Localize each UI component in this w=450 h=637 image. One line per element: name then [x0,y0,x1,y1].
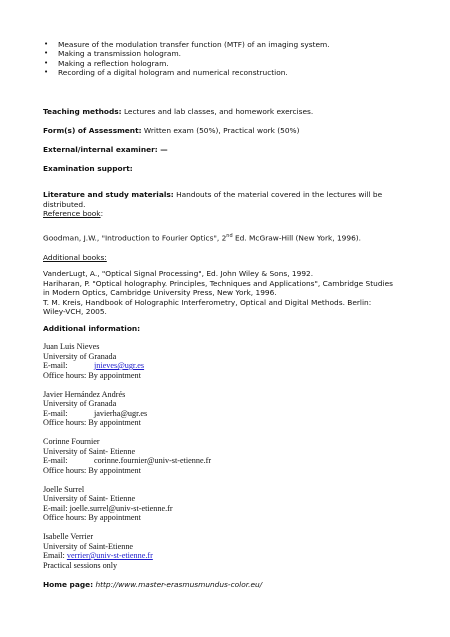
contact-email-row [43,456,211,465]
contact-email-row [43,361,144,370]
teaching-methods-label: Teaching methods: [43,107,122,116]
contact-university: University of Granada [43,399,117,408]
lab-activities-list [43,40,330,78]
list-item: • Making a reflection hologram. [43,59,330,68]
assessment-value: Written exam (50%), Practical work (50%) [141,126,300,135]
contact-office-hours: Office hours: By appointment [43,418,141,427]
literature-value: Handouts of the material covered in the lectures will be [173,190,383,199]
list-item: • Recording of a digital hologram and numerical reconstruction. [43,68,330,77]
reference-book-heading [43,209,103,218]
contact-name: Isabelle Verrier [43,532,94,541]
goodman-superscript: nd [226,233,233,239]
contact-name: Javier Hernández Andrés [43,390,126,399]
additional-books-label: Additional books: [43,253,107,262]
contact-name: Corinne Fournier [43,437,100,446]
goodman-text-end: Ed. McGraw-Hill (New York, 1996). [232,233,362,243]
examination-support-label: Examination support: [43,164,133,173]
contact-office-hours: Office hours: By appointment [43,466,141,475]
book-kreis: T. M. Kreis, Handbook of Holographic Interferometry, Optical and Digital Methods. Berlin: [43,298,372,307]
contact-name: Juan Luis Nieves [43,342,100,351]
contact-note: Practical sessions only [43,561,118,570]
teaching-methods-value: Lectures and lab classes, and homework exercises. [121,107,314,116]
literature-section [43,190,382,199]
home-page-label: Home page: [43,580,94,589]
contact-email-line: E-mail: joelle.surrel@univ-st-etienne.fr [43,504,173,513]
literature-value-continued: distributed. [43,200,86,209]
list-item: • Making a transmission hologram. [43,49,330,58]
contact-email-row [43,409,147,418]
reference-book-label: Reference book [43,209,101,218]
email-label: E-mail: [43,409,68,418]
email-label: E-mail: [43,456,68,465]
email-text: javierha@ugr.es [94,409,148,418]
assessment-label: Form(s) of Assessment: [43,126,142,135]
contact-university: University of Saint-Etienne [43,542,134,551]
email-label: E-mail: [43,361,68,370]
book-kreis-continued: Wiley-VCH, 2005. [43,307,107,316]
contact-name: Joelle Surrel [43,485,85,494]
goodman-text: Goodman, J.W., "Introduction to Fourier Optics", 2 [43,233,227,243]
book-vanderlugt: VanderLugt, A., "Optical Signal Processing", Ed. John Wiley & Sons, 1992. [43,269,314,278]
contact-email-row [43,551,153,560]
contact-office-hours: Office hours: By appointment [43,371,141,380]
email-text: corinne.fournier@univ-st-etienne.fr [94,456,212,465]
assessment [43,126,299,135]
contact-office-hours: Office hours: By appointment [43,513,141,522]
book-hariharan-continued: in Modern Optics, Cambridge University Press, New York, 1996. [43,288,277,297]
email-link[interactable]: verrier@univ-st-etienne.fr [66,551,153,560]
reference-book-colon: : [100,209,104,218]
additional-information-label: Additional information: [43,324,141,333]
email-label: Email: [43,551,67,560]
book-hariharan: Hariharan, P. "Optical holography. Principles, Techniques and Applications", Cambridge Studies [43,279,393,288]
reference-goodman [43,232,361,243]
contact-university: University of Saint- Etienne [43,447,136,456]
home-page-url[interactable]: http://www.master-erasmusmundus-color.eu/ [93,580,263,589]
teaching-methods [43,107,313,116]
examiner-label: External/internal examiner: — [43,145,168,154]
contact-university: University of Saint- Etienne [43,494,136,503]
contact-university: University of Granada [43,352,117,361]
home-page [43,580,262,589]
literature-label: Literature and study materials: [43,190,174,199]
email-link[interactable]: jnieves@ugr.es [94,361,145,370]
list-item: • Measure of the modulation transfer function (MTF) of an imaging system. [43,40,330,49]
